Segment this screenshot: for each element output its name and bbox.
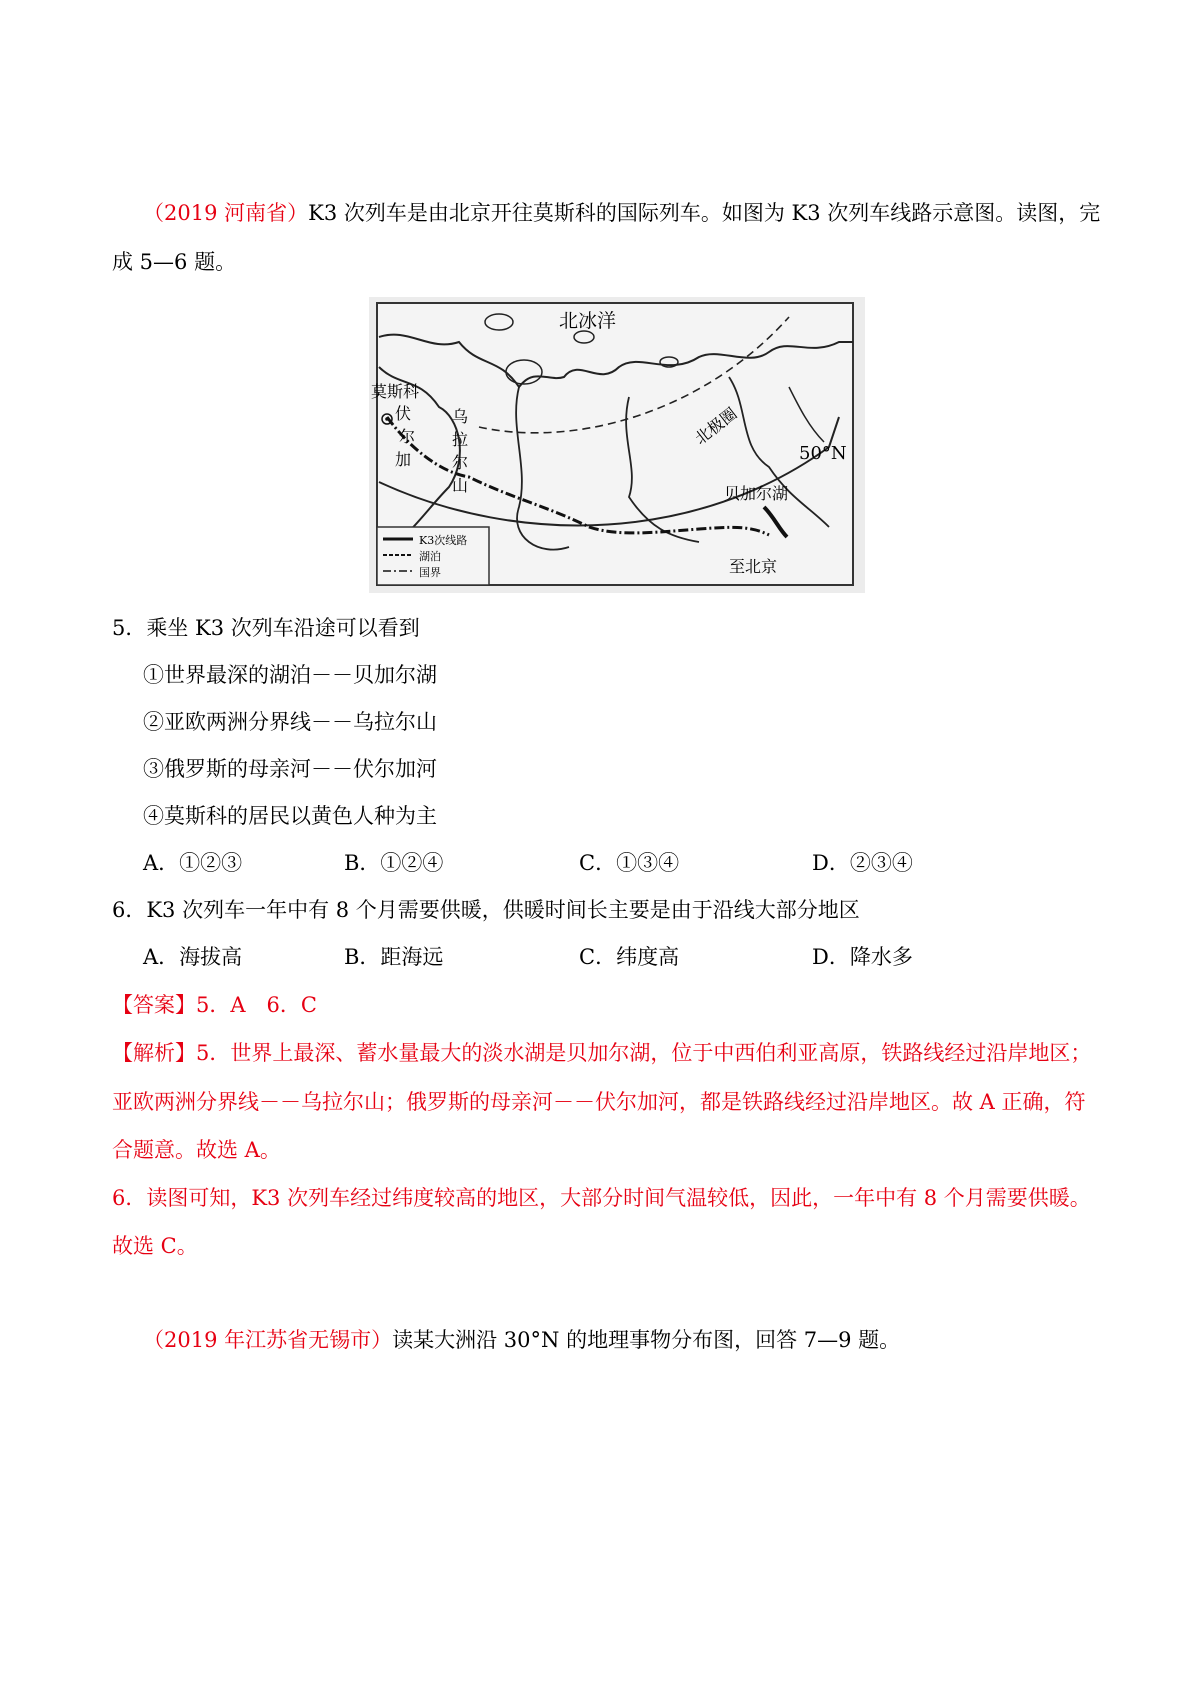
label-to-beijing: 至北京 <box>729 557 778 576</box>
intro-line-1 <box>143 198 1100 228</box>
analysis-line-1: 【解析】5．世界上最深、蓄水量最大的淡水湖是贝加尔湖，位于中西伯利亚高原，铁路线经过沿岸地区； <box>112 1041 1092 1065</box>
q5-item-1: ①世界最深的湖泊－－贝加尔湖 <box>143 663 437 687</box>
q6-option-a: A．海拔高 <box>143 945 243 969</box>
label-ural-4: 山 <box>452 476 469 495</box>
q5-item-4: ④莫斯科的居民以黄色人种为主 <box>143 804 437 828</box>
q5-stem: 5．乘坐 K3 次列车沿途可以看到 <box>112 616 420 640</box>
analysis-line-4: 6．读图可知，K3 次列车经过纬度较高的地区，大部分时间气温较低，因此，一年中有 8 个月需要供暖。 <box>112 1186 1091 1210</box>
label-arctic-ocean: 北冰洋 <box>559 310 617 332</box>
label-ural-3: 尔 <box>452 453 469 472</box>
analysis-line-2: 亚欧两洲分界线－－乌拉尔山；俄罗斯的母亲河－－伏尔加河，都是铁路线经过沿岸地区。故 A 正确，符 <box>112 1090 1086 1114</box>
answer-line: 【答案】5．A 6．C <box>112 993 317 1017</box>
analysis-line-3: 合题意。故选 A。 <box>112 1138 281 1162</box>
intro-text: K3 次列车是由北京开往莫斯科的国际列车。如图为 K3 次列车线路示意图。读图，完 <box>308 201 1101 225</box>
source-tag-2: （2019 年江苏省无锡市） <box>143 1328 393 1352</box>
label-volga-3: 加 <box>395 450 412 469</box>
intro-line-2: 成 5—6 题。 <box>112 250 237 274</box>
q6-option-c: C．纬度高 <box>579 945 680 969</box>
analysis-line-5: 故选 C。 <box>112 1234 198 1258</box>
intro2-line <box>143 1325 900 1355</box>
label-moscow: 莫斯科 <box>371 382 420 401</box>
source-tag: （2019 河南省） <box>143 201 309 225</box>
label-ural-1: 乌 <box>452 407 469 426</box>
q6-option-b: B．距海远 <box>344 945 444 969</box>
intro2-text: 读某大洲沿 30°N 的地理事物分布图，回答 7—9 题。 <box>392 1328 901 1352</box>
label-arctic-circle: 北极圈 <box>691 403 741 449</box>
q5-item-2: ②亚欧两洲分界线－－乌拉尔山 <box>143 710 437 734</box>
label-volga-2: 尔 <box>399 427 416 446</box>
q6-stem: 6．K3 次列车一年中有 8 个月需要供暖，供暖时间长主要是由于沿线大部分地区 <box>112 898 860 922</box>
label-50n: 50°N <box>799 443 847 464</box>
legend-lake: 湖泊 <box>419 550 441 563</box>
q5-item-3: ③俄罗斯的母亲河－－伏尔加河 <box>143 757 437 781</box>
q5-option-d: D．②③④ <box>812 851 913 875</box>
legend-border: 国界 <box>419 566 441 579</box>
q6-option-d: D．降水多 <box>812 945 913 969</box>
k3-route-map <box>369 297 865 593</box>
label-baikal: 贝加尔湖 <box>724 484 789 503</box>
q5-option-b: B．①②④ <box>344 851 444 875</box>
q5-option-c: C．①③④ <box>579 851 680 875</box>
legend-route: K3次线路 <box>419 534 468 547</box>
label-volga-1: 伏 <box>395 404 412 423</box>
label-ural-2: 拉 <box>452 430 469 449</box>
q5-option-a: A．①②③ <box>143 851 243 875</box>
